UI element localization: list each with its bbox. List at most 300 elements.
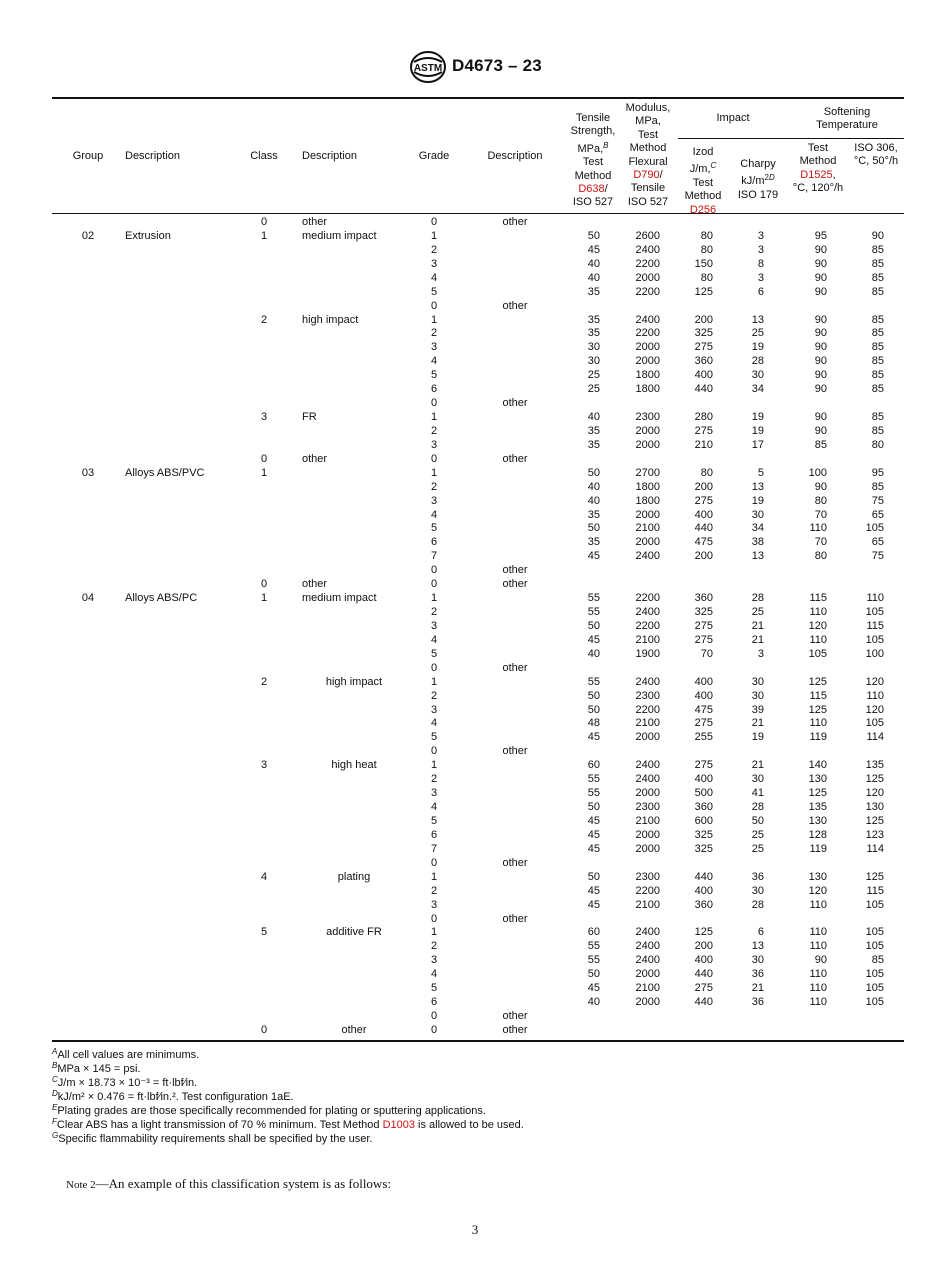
- cell-tensile: 40: [587, 257, 600, 270]
- cell-modulus: 2400: [635, 550, 660, 563]
- cell-grade: 3: [430, 257, 438, 270]
- cell-izod: 200: [694, 313, 713, 326]
- cell-tensile: 25: [587, 383, 600, 396]
- cell-iso306: 85: [871, 954, 884, 967]
- cell-tensile: 50: [587, 522, 600, 535]
- cell-charpy: 13: [751, 480, 764, 493]
- cell-description3: other: [502, 661, 528, 674]
- cell-izod: 325: [694, 606, 713, 619]
- cell-grade: 3: [430, 494, 438, 507]
- cell-grade: 2: [430, 884, 438, 897]
- cell-charpy: 30: [751, 508, 764, 521]
- cell-iso306: 85: [871, 243, 884, 256]
- cell-grade: 1: [430, 229, 438, 242]
- cell-iso306: 105: [865, 940, 884, 953]
- d790-link[interactable]: D790: [633, 169, 660, 182]
- col-description3-header: Description: [487, 150, 543, 162]
- cell-izod: 150: [694, 257, 713, 270]
- izod-line1: Izod: [692, 146, 714, 158]
- cell-iso306: 114: [866, 731, 884, 744]
- cell-tensile: 60: [587, 759, 600, 772]
- cell-description3: other: [502, 1023, 528, 1036]
- cell-grade: 1: [430, 759, 438, 772]
- cell-d1525: 135: [808, 801, 827, 814]
- cell-iso306: 80: [871, 438, 884, 451]
- cell-charpy: 19: [751, 341, 764, 354]
- cell-iso306: 85: [871, 327, 884, 340]
- cell-izod: 475: [694, 703, 713, 716]
- cell-group: 03: [81, 466, 95, 479]
- cell-tensile: 55: [587, 773, 600, 786]
- cell-grade: 4: [430, 968, 438, 981]
- cell-izod: 80: [700, 271, 713, 284]
- cell-class: 2: [260, 675, 268, 688]
- cell-modulus: 2600: [635, 229, 660, 242]
- d638-link[interactable]: D638: [578, 183, 605, 196]
- tensile-line4: Test: [582, 156, 604, 169]
- footnote-link[interactable]: D1003: [382, 1119, 415, 1131]
- cell-izod: 400: [694, 773, 713, 786]
- cell-d1525: 125: [808, 703, 827, 716]
- cell-tensile: 45: [587, 814, 600, 827]
- d1525-link[interactable]: D1525: [800, 168, 833, 181]
- cell-grade: 7: [430, 842, 438, 855]
- cell-grade: 2: [430, 327, 438, 340]
- cell-modulus: 2100: [635, 717, 660, 730]
- cell-tensile: 45: [587, 633, 600, 646]
- cell-d1525: 110: [809, 898, 827, 911]
- footnote-ref-b: B: [603, 140, 609, 150]
- cell-tensile: 45: [587, 898, 600, 911]
- cell-modulus: 2000: [635, 355, 660, 368]
- cell-class: 3: [260, 411, 268, 424]
- cell-grade: 5: [430, 814, 438, 827]
- tensile-line3: [563, 139, 623, 156]
- cell-class: 0: [260, 578, 268, 591]
- modulus-line7: Tensile: [630, 182, 666, 195]
- cell-grade: 2: [430, 243, 438, 256]
- cell-grade: 5: [430, 982, 438, 995]
- cell-description2: high heat: [331, 759, 377, 772]
- cell-izod: 275: [694, 494, 713, 507]
- cell-d1525: 105: [808, 647, 827, 660]
- cell-izod: 275: [694, 717, 713, 730]
- cell-charpy: 21: [751, 982, 764, 995]
- cell-tensile: 40: [587, 647, 600, 660]
- cell-d1525: 110: [809, 968, 827, 981]
- cell-iso306: 115: [866, 619, 884, 632]
- cell-charpy: 6: [757, 926, 764, 939]
- cell-izod: 275: [694, 619, 713, 632]
- cell-tensile: 45: [587, 550, 600, 563]
- cell-charpy: 36: [751, 870, 764, 883]
- charpy-line2: [730, 171, 786, 188]
- footnote-mark: G: [52, 1131, 59, 1140]
- cell-class: 5: [260, 926, 268, 939]
- cell-modulus: 2400: [635, 773, 660, 786]
- cell-d1525: 90: [814, 285, 827, 298]
- note-label: Note 2: [66, 1179, 96, 1191]
- cell-izod: 360: [694, 801, 713, 814]
- cell-charpy: 28: [751, 898, 764, 911]
- cell-grade: 0: [430, 216, 438, 228]
- cell-tensile: 35: [587, 327, 600, 340]
- cell-izod: 400: [694, 675, 713, 688]
- cell-description2: plating: [337, 870, 371, 883]
- cell-charpy: 13: [751, 550, 764, 563]
- cell-izod: 125: [694, 926, 713, 939]
- cell-d1525: 100: [808, 466, 827, 479]
- cell-grade: 1: [430, 313, 438, 326]
- cell-modulus: 1800: [635, 383, 660, 396]
- cell-izod: 275: [694, 341, 713, 354]
- note-2: [66, 1176, 391, 1192]
- cell-d1525: 110: [809, 717, 827, 730]
- cell-grade: 3: [430, 619, 438, 632]
- cell-iso306: 75: [871, 550, 884, 563]
- cell-charpy: 28: [751, 355, 764, 368]
- d1525-line1: Test: [807, 142, 829, 154]
- charpy-line1: Charpy: [740, 158, 776, 170]
- cell-class: 4: [260, 870, 268, 883]
- cell-iso306: 85: [871, 285, 884, 298]
- cell-charpy: 39: [751, 703, 764, 716]
- cell-tensile: 40: [587, 271, 600, 284]
- cell-d1525: 95: [814, 229, 827, 242]
- cell-d1525: 110: [809, 633, 827, 646]
- cell-izod: 275: [694, 759, 713, 772]
- cell-iso306: 85: [871, 355, 884, 368]
- col-modulus-header: [620, 102, 676, 209]
- cell-charpy: 34: [751, 522, 764, 535]
- cell-iso306: 65: [871, 536, 884, 549]
- cell-izod: 200: [694, 940, 713, 953]
- cell-description2: other: [302, 578, 328, 591]
- cell-charpy: 30: [751, 954, 764, 967]
- cell-charpy: 30: [751, 773, 764, 786]
- cell-iso306: 85: [871, 383, 884, 396]
- modulus-line4: Method: [629, 142, 667, 155]
- cell-izod: 125: [694, 285, 713, 298]
- cell-grade: 2: [430, 689, 438, 702]
- cell-d1525: 80: [814, 550, 827, 563]
- cell-iso306: 65: [871, 508, 884, 521]
- d256-link[interactable]: D256: [689, 203, 717, 216]
- cell-modulus: 2200: [635, 285, 660, 298]
- cell-iso306: 125: [865, 814, 884, 827]
- cell-izod: 440: [694, 996, 713, 1009]
- cell-tensile: 55: [587, 940, 600, 953]
- cell-tensile: 40: [587, 494, 600, 507]
- cell-d1525: 90: [814, 954, 827, 967]
- cell-modulus: 2400: [635, 759, 660, 772]
- cell-izod: 200: [694, 480, 713, 493]
- modulus-line5: Flexural: [628, 155, 668, 168]
- cell-iso306: 90: [871, 229, 884, 242]
- cell-modulus: 2000: [635, 341, 660, 354]
- cell-grade: 3: [430, 341, 438, 354]
- cell-tensile: 35: [587, 536, 600, 549]
- cell-class: 0: [260, 1023, 268, 1036]
- cell-grade: 0: [430, 661, 438, 674]
- cell-tensile: 35: [587, 508, 600, 521]
- cell-charpy: 6: [757, 285, 764, 298]
- cell-iso306: 105: [865, 926, 884, 939]
- cell-grade: 0: [430, 745, 438, 758]
- cell-charpy: 13: [751, 313, 764, 326]
- cell-charpy: 3: [757, 647, 764, 660]
- cell-charpy: 3: [757, 271, 764, 284]
- cell-iso306: 125: [865, 870, 884, 883]
- cell-charpy: 34: [751, 383, 764, 396]
- cell-charpy: 36: [751, 996, 764, 1009]
- cell-iso306: 135: [865, 759, 884, 772]
- cell-description2: additive FR: [326, 926, 382, 939]
- cell-modulus: 2400: [635, 675, 660, 688]
- cell-modulus: 2400: [635, 313, 660, 326]
- cell-description1: Alloys ABS/PVC: [125, 466, 205, 479]
- cell-izod: 200: [694, 550, 713, 563]
- cell-d1525: 115: [809, 592, 827, 605]
- cell-d1525: 120: [808, 884, 827, 897]
- cell-charpy: 25: [751, 327, 764, 340]
- cell-charpy: 17: [751, 438, 764, 451]
- cell-grade: 1: [430, 675, 438, 688]
- col-tensile-header: [563, 112, 623, 210]
- cell-izod: 400: [694, 508, 713, 521]
- cell-grade: 3: [430, 787, 438, 800]
- cell-modulus: 2000: [635, 828, 660, 841]
- cell-charpy: 19: [751, 411, 764, 424]
- cell-grade: 1: [430, 411, 438, 424]
- cell-tensile: 50: [587, 229, 600, 242]
- cell-charpy: 13: [751, 940, 764, 953]
- cell-d1525: 90: [814, 424, 827, 437]
- cell-iso306: 120: [865, 787, 884, 800]
- cell-description2: medium impact: [302, 229, 377, 242]
- cell-grade: 6: [430, 996, 438, 1009]
- cell-iso306: 123: [865, 828, 884, 841]
- cell-tensile: 50: [587, 870, 600, 883]
- cell-tensile: 48: [587, 717, 600, 730]
- cell-tensile: 35: [587, 438, 600, 451]
- cell-tensile: 35: [587, 313, 600, 326]
- cell-class: 1: [260, 229, 268, 242]
- cell-iso306: 130: [865, 801, 884, 814]
- cell-modulus: 2000: [635, 787, 660, 800]
- cell-modulus: 2400: [635, 926, 660, 939]
- cell-grade: 4: [430, 717, 438, 730]
- cell-d1525: 110: [809, 926, 827, 939]
- modulus-line2: MPa,: [635, 115, 661, 128]
- cell-grade: 0: [430, 564, 438, 577]
- cell-tensile: 55: [587, 787, 600, 800]
- cell-iso306: 85: [871, 369, 884, 382]
- charpy-line2-text: kJ/m: [741, 175, 765, 188]
- iso306-line2: °C, 50°/h: [853, 155, 899, 168]
- cell-tensile: 30: [587, 341, 600, 354]
- cell-description3: other: [502, 745, 528, 758]
- cell-iso306: 105: [865, 717, 884, 730]
- col-iso306-header: [846, 142, 906, 169]
- cell-d1525: 70: [814, 508, 827, 521]
- cell-iso306: 105: [865, 606, 884, 619]
- cell-charpy: 3: [757, 229, 764, 242]
- cell-d1525: 90: [814, 341, 827, 354]
- d1525-line2: Method: [799, 155, 837, 168]
- cell-charpy: 8: [757, 257, 764, 270]
- cell-d1525: 110: [809, 982, 827, 995]
- impact-span-rule: [678, 138, 788, 139]
- page-header: [0, 50, 950, 86]
- softening-span-rule: [788, 138, 904, 139]
- cell-class: 0: [260, 452, 268, 465]
- cell-d1525: 130: [808, 773, 827, 786]
- footnote-g: [52, 1129, 373, 1146]
- cell-modulus: 2400: [635, 243, 660, 256]
- cell-izod: 400: [694, 689, 713, 702]
- cell-tensile: 45: [587, 731, 600, 744]
- footnote-mark: D: [52, 1089, 58, 1098]
- cell-grade: 4: [430, 355, 438, 368]
- cell-tensile: 50: [587, 968, 600, 981]
- cell-modulus: 2200: [635, 619, 660, 632]
- cell-modulus: 2100: [635, 522, 660, 535]
- cell-grade: 0: [430, 578, 438, 591]
- cell-iso306: 115: [866, 884, 884, 897]
- cell-charpy: 50: [751, 814, 764, 827]
- cell-d1525: 140: [808, 759, 827, 772]
- modulus-line6: [620, 169, 676, 182]
- cell-tensile: 40: [587, 480, 600, 493]
- cell-iso306: 120: [865, 675, 884, 688]
- cell-d1525: 80: [814, 494, 827, 507]
- cell-iso306: 85: [871, 257, 884, 270]
- cell-iso306: 85: [871, 411, 884, 424]
- cell-class: 2: [260, 313, 268, 326]
- cell-charpy: 19: [751, 731, 764, 744]
- footnote-mark: A: [52, 1047, 58, 1056]
- cell-tensile: 50: [587, 801, 600, 814]
- cell-grade: 4: [430, 633, 438, 646]
- svg-text:ASTM: ASTM: [413, 63, 443, 74]
- iso306-line1: ISO 306,: [854, 142, 898, 154]
- cell-iso306: 120: [865, 703, 884, 716]
- cell-grade: 7: [430, 550, 438, 563]
- cell-class: 1: [260, 592, 268, 605]
- cell-modulus: 2100: [635, 814, 660, 827]
- cell-modulus: 2000: [635, 968, 660, 981]
- cell-iso306: 105: [865, 522, 884, 535]
- cell-izod: 80: [700, 466, 713, 479]
- cell-izod: 70: [700, 647, 713, 660]
- cell-iso306: 85: [871, 341, 884, 354]
- cell-d1525: 128: [808, 828, 827, 841]
- cell-charpy: 41: [751, 787, 764, 800]
- cell-tensile: 35: [587, 285, 600, 298]
- cell-charpy: 21: [751, 633, 764, 646]
- cell-grade: 0: [430, 397, 438, 410]
- cell-modulus: 1800: [635, 494, 660, 507]
- cell-tensile: 50: [587, 619, 600, 632]
- col-izod-header: [678, 146, 728, 217]
- cell-grade: 1: [430, 926, 438, 939]
- cell-description3: other: [502, 564, 528, 577]
- cell-grade: 1: [430, 870, 438, 883]
- cell-class: 3: [260, 759, 268, 772]
- col-group-header: Group: [72, 150, 104, 162]
- cell-izod: 475: [694, 536, 713, 549]
- cell-description2: FR: [302, 411, 317, 424]
- cell-group: 04: [81, 592, 95, 605]
- cell-grade: 0: [430, 912, 438, 925]
- cell-charpy: 30: [751, 884, 764, 897]
- cell-d1525: 90: [814, 257, 827, 270]
- cell-iso306: 85: [871, 271, 884, 284]
- cell-description2: high impact: [302, 313, 359, 326]
- cell-grade: 2: [430, 940, 438, 953]
- cell-d1525: 125: [808, 787, 827, 800]
- cell-d1525: 110: [809, 522, 827, 535]
- footnote-mark: B: [52, 1061, 58, 1070]
- cell-d1525: 90: [814, 355, 827, 368]
- cell-description3: other: [502, 578, 528, 591]
- cell-grade: 5: [430, 647, 438, 660]
- charpy-exponent: 2: [764, 173, 769, 183]
- cell-modulus: 2700: [635, 466, 660, 479]
- izod-line2-text: J/m,: [689, 163, 711, 176]
- cell-modulus: 2300: [635, 801, 660, 814]
- table-bottom-rule: [52, 1040, 904, 1042]
- cell-izod: 325: [694, 842, 713, 855]
- softening-group-header: [790, 106, 904, 133]
- modulus-line3: Test: [637, 128, 659, 141]
- cell-izod: 325: [694, 828, 713, 841]
- cell-modulus: 2000: [635, 508, 660, 521]
- cell-iso306: 105: [865, 968, 884, 981]
- cell-d1525: 70: [814, 536, 827, 549]
- cell-description1: Extrusion: [125, 229, 171, 242]
- cell-modulus: 2000: [635, 731, 660, 744]
- cell-izod: 400: [694, 954, 713, 967]
- cell-modulus: 2100: [635, 982, 660, 995]
- cell-izod: 80: [700, 229, 713, 242]
- tensile-line3-text: MPa,: [577, 142, 604, 155]
- softening-line2: Temperature: [816, 119, 878, 132]
- cell-description3: other: [502, 856, 528, 869]
- cell-tensile: 40: [587, 411, 600, 424]
- tensile-line1: Tensile: [575, 112, 611, 124]
- cell-modulus: 2400: [635, 954, 660, 967]
- cell-d1525: 90: [814, 271, 827, 284]
- cell-grade: 4: [430, 508, 438, 521]
- cell-modulus: 2000: [635, 842, 660, 855]
- d1525-line3-rest: ,: [832, 168, 836, 181]
- cell-charpy: 3: [757, 243, 764, 256]
- cell-tensile: 45: [587, 842, 600, 855]
- cell-izod: 275: [694, 633, 713, 646]
- cell-grade: 5: [430, 285, 438, 298]
- cell-description3: other: [502, 397, 528, 410]
- cell-modulus: 2400: [635, 606, 660, 619]
- cell-description3: other: [502, 912, 528, 925]
- modulus-line6-rest: /: [659, 169, 663, 182]
- charpy-line3: ISO 179: [737, 188, 779, 201]
- cell-charpy: 21: [751, 759, 764, 772]
- col-charpy-header: [730, 158, 786, 202]
- cell-iso306: 110: [866, 592, 884, 605]
- cell-d1525: 119: [809, 731, 827, 744]
